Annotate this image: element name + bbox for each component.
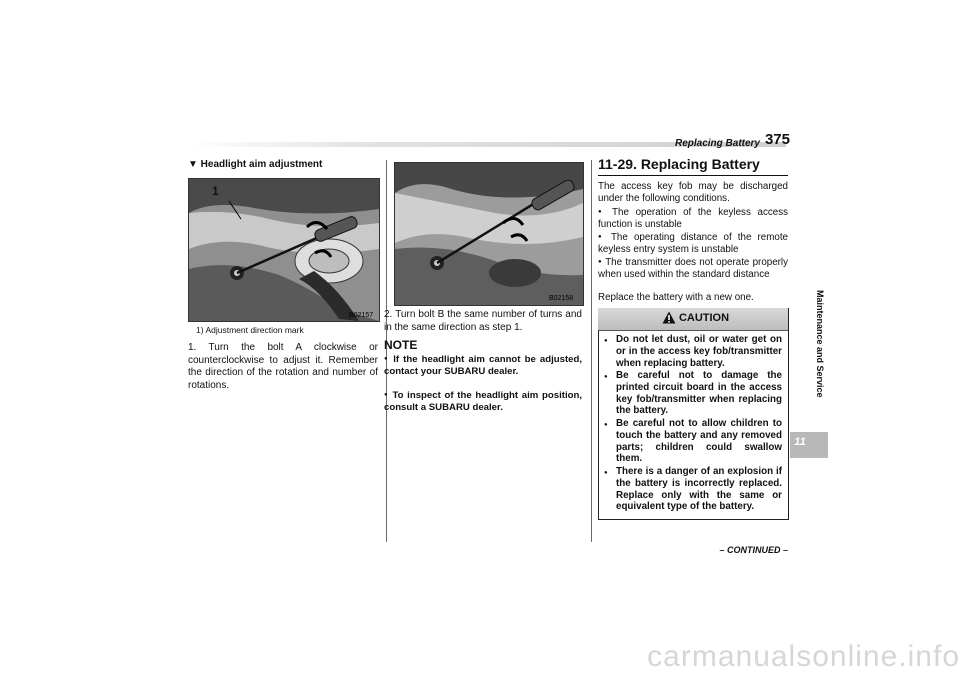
bullet-icon: ● (384, 356, 390, 362)
caution-item-1: ● Do not let dust, oil or water get on or in the access key fob/transmitter when replacing battery. (604, 334, 782, 369)
bullet-icon: ● (604, 470, 608, 476)
caution-item-2: ● Be careful not to damage the printed circuit board in the access key fob/transmitter when replacing the battery. (604, 370, 782, 417)
intro-paragraph: The access key fob may be discharged under the following conditions. (598, 181, 788, 204)
section-heading-headlight-aim: ▼ Headlight aim adjustment (188, 159, 323, 170)
continued-marker: – CONTINUED – (719, 545, 788, 555)
header-section-title: Replacing Battery (674, 138, 760, 149)
note-item-1: ● If the headlight aim cannot be adjusted, contact your SUBARU dealer. (384, 354, 583, 377)
column-divider-2 (591, 160, 592, 542)
bullet-icon: ● (598, 209, 606, 215)
figure-callout-1: 1 (212, 184, 219, 198)
bullet-icon: ● (604, 338, 608, 344)
headlight-figure-2 (394, 162, 584, 306)
watermark: carmanualsonline.info (647, 640, 960, 673)
bullet-icon: ● (604, 422, 608, 428)
bullet-icon: ● (598, 259, 603, 265)
section-title-rule (598, 175, 788, 176)
section-title-replacing-battery: 11-29. Replacing Battery (598, 156, 760, 172)
figure-code-2: B02158 (549, 295, 574, 302)
caution-item-3: ● Be careful not to allow children to touch the battery and any removed parts; children could swallow them. (604, 418, 782, 465)
side-tab-label: Maintenance and Service (815, 290, 825, 398)
figure-code-1: B02157 (349, 312, 374, 319)
replace-battery-line: Replace the battery with a new one. (598, 292, 754, 303)
bullet-icon: ● (604, 374, 608, 380)
bullet-icon: ● (384, 392, 389, 398)
note-heading: NOTE (384, 338, 418, 352)
caution-item-4: ● There is a danger of an explosion if the battery is incorrectly replaced. Replace only with the same or equivalent type of the battery. (604, 466, 782, 513)
page-number: 375 (764, 131, 790, 148)
step-1-paragraph: 1. Turn the bolt A clockwise or counterclockwise to adjust it. Remember the direction of the rotation and number of rotations. (188, 342, 378, 391)
caution-title: CAUTION (678, 312, 730, 324)
bullet-icon: ● (598, 234, 606, 240)
headlight-figure-1 (188, 178, 380, 322)
note-item-2: ● To inspect of the headlight aim position, consult a SUBARU dealer. (384, 390, 583, 413)
condition-bullet-2: ● The operating distance of the remote keyless entry system is unstable (598, 232, 788, 255)
figure-caption: 1) Adjustment direction mark (196, 325, 304, 335)
chapter-number: 11 (794, 436, 806, 448)
condition-bullet-1: ● The operation of the keyless access function is unstable (598, 207, 789, 230)
condition-bullet-3: ● The transmitter does not operate properly when used within the standard distance (598, 257, 789, 280)
step-2-paragraph: 2. Turn bolt B the same number of turns and in the same direction as step 1. (384, 309, 582, 333)
